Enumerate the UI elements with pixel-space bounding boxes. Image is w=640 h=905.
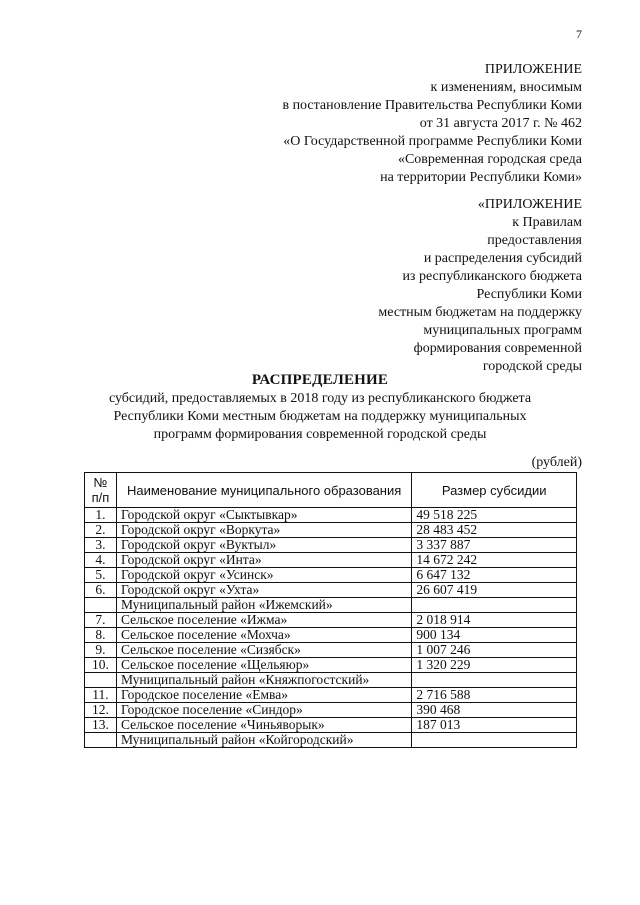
row-amount: [412, 733, 577, 748]
page-number: 7: [576, 27, 582, 41]
row-municipality: Сельское поселение «Чиньяворык»: [116, 718, 411, 733]
row-municipality: Городской округ «Инта»: [116, 553, 411, 568]
table-row: [85, 628, 577, 643]
row-municipality: Сельское поселение «Сизябск»: [116, 643, 411, 658]
row-number: 3.: [85, 538, 117, 553]
table-row: [85, 658, 577, 673]
row-municipality: Сельское поселение «Мохча»: [116, 628, 411, 643]
row-amount: [412, 598, 577, 613]
row-amount: 187 013: [412, 718, 577, 733]
row-amount: 390 468: [412, 703, 577, 718]
header-municipality: Наименование муниципального образования: [116, 473, 411, 508]
subtitle-line: программ формирования современной городской среды: [153, 427, 487, 442]
subtitle-line: субсидий, предоставляемых в 2018 году из республиканского бюджета: [108, 391, 532, 406]
table-row: [85, 553, 577, 568]
appendix-line: к изменениям, вносимым: [430, 80, 582, 95]
row-number: 7.: [85, 613, 117, 628]
row-municipality: Городской округ «Сыктывкар»: [116, 508, 411, 523]
row-number: [85, 673, 117, 688]
document-title: РАСПРЕДЕЛЕНИЕ: [251, 372, 389, 388]
header-amount: Размер субсидии: [412, 473, 577, 508]
row-number: 10.: [85, 658, 117, 673]
row-amount: 3 337 887: [412, 538, 577, 553]
appendix-line: «ПРИЛОЖЕНИЕ: [477, 197, 582, 212]
row-number: 5.: [85, 568, 117, 583]
appendix-line: предоставления: [487, 233, 582, 248]
row-municipality: Городской округ «Ухта»: [116, 583, 411, 598]
table-row: [85, 613, 577, 628]
table-row: [85, 718, 577, 733]
row-amount: 6 647 132: [412, 568, 577, 583]
row-number: 12.: [85, 703, 117, 718]
unit-label: (рублей): [531, 455, 582, 470]
appendix-line: и распределения субсидий: [423, 251, 582, 266]
row-municipality: Муниципальный район «Койгородский»: [116, 733, 411, 748]
row-number: 1.: [85, 508, 117, 523]
row-municipality: Сельское поселение «Ижма»: [116, 613, 411, 628]
header-number: № п/п: [85, 473, 117, 508]
row-amount: 1 007 246: [412, 643, 577, 658]
row-municipality: Муниципальный район «Ижемский»: [116, 598, 411, 613]
appendix-header-block: [282, 61, 582, 187]
table-row: [85, 703, 577, 718]
row-number: 2.: [85, 523, 117, 538]
appendix-line: местным бюджетам на поддержку: [378, 305, 582, 320]
appendix-line: к Правилам: [512, 215, 582, 230]
appendix-line: из республиканского бюджета: [402, 269, 582, 284]
appendix-line: формирования современной: [413, 341, 582, 356]
row-amount: 14 672 242: [412, 553, 577, 568]
table-row: [85, 583, 577, 598]
row-number: 13.: [85, 718, 117, 733]
table-row: [85, 523, 577, 538]
appendix-line: муниципальных программ: [423, 323, 582, 338]
subsidy-distribution-table: [84, 472, 577, 748]
row-amount: 2 018 914: [412, 613, 577, 628]
appendix-line: городской среды: [482, 359, 582, 374]
row-amount: 900 134: [412, 628, 577, 643]
row-number: [85, 598, 117, 613]
table-row: [85, 688, 577, 703]
row-number: 6.: [85, 583, 117, 598]
row-municipality: Городской округ «Воркута»: [116, 523, 411, 538]
row-amount: 2 716 588: [412, 688, 577, 703]
appendix-line: ПРИЛОЖЕНИЕ: [484, 62, 582, 77]
row-amount: 1 320 229: [412, 658, 577, 673]
row-amount: 26 607 419: [412, 583, 577, 598]
row-municipality: Городское поселение «Емва»: [116, 688, 411, 703]
row-municipality: Городской округ «Усинск»: [116, 568, 411, 583]
table-header-row: [85, 473, 577, 508]
appendix-line: в постановление Правительства Республики Коми: [282, 98, 582, 113]
table-row: [85, 568, 577, 583]
table-row: [85, 508, 577, 523]
appendix-line: Республики Коми: [476, 287, 582, 302]
subtitle-line: Республики Коми местным бюджетам на поддержку муниципальных: [113, 409, 527, 424]
row-amount: 28 483 452: [412, 523, 577, 538]
appendix-line: «Современная городская среда: [397, 152, 582, 167]
appendix-line: на территории Республики Коми»: [380, 170, 582, 185]
row-municipality: Городской округ «Вуктыл»: [116, 538, 411, 553]
table-row: [85, 598, 577, 613]
table-row: [85, 538, 577, 553]
row-amount: 49 518 225: [412, 508, 577, 523]
document-subtitle: [0, 390, 640, 444]
table-row: [85, 733, 577, 748]
row-number: [85, 733, 117, 748]
row-number: 11.: [85, 688, 117, 703]
row-number: 4.: [85, 553, 117, 568]
appendix-line: от 31 августа 2017 г. № 462: [419, 116, 582, 131]
row-municipality: Сельское поселение «Щельяюр»: [116, 658, 411, 673]
row-municipality: Городское поселение «Синдор»: [116, 703, 411, 718]
row-number: 8.: [85, 628, 117, 643]
table-row: [85, 643, 577, 658]
appendix-rules-block: [378, 196, 582, 376]
appendix-line: «О Государственной программе Республики Коми: [283, 134, 582, 149]
table-row: [85, 673, 577, 688]
row-municipality: Муниципальный район «Княжпогостский»: [116, 673, 411, 688]
row-amount: [412, 673, 577, 688]
row-number: 9.: [85, 643, 117, 658]
